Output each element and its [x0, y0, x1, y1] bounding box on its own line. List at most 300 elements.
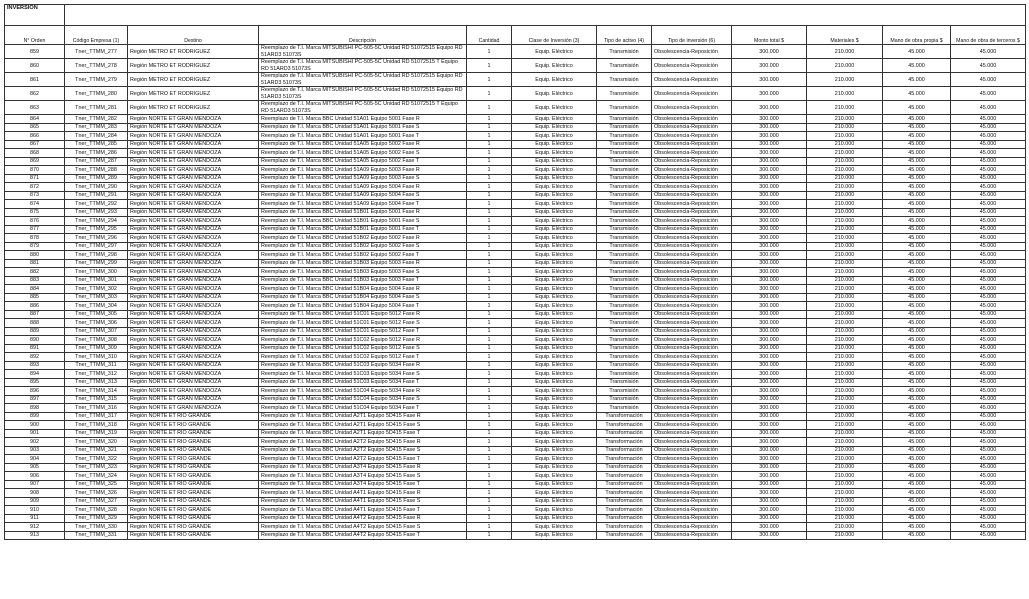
cell-asset-type: Transformación	[597, 523, 652, 532]
cell-investment-type: Obsolescencia-Reposición	[652, 45, 732, 59]
table-row	[5, 506, 1026, 515]
cell-investment-type: Obsolescencia-Reposición	[652, 73, 732, 87]
cell-destination: Región NORTE ET RIO GRANDE	[128, 438, 259, 447]
cell-quantity: 1	[467, 285, 512, 294]
cell-materials: 210.000	[807, 514, 883, 523]
cell-description: Reemplazo de T.I. Marca BBC Unidad 51C01 Equipo 5012 Fase T	[259, 327, 467, 336]
cell-investment-class: Equip. Eléctrico	[512, 285, 597, 294]
cell-investment-type: Obsolescencia-Reposición	[652, 361, 732, 370]
cell-total-amount: 300.000	[732, 242, 807, 251]
cell-destination: Región NORTE ET GRAN MENDOZA	[128, 319, 259, 328]
cell-total-amount: 300.000	[732, 429, 807, 438]
cell-investment-class: Equip. Eléctrico	[512, 387, 597, 396]
cell-total-amount: 300.000	[732, 455, 807, 464]
cell-company-code: Tner_TTMM_316	[65, 404, 128, 413]
cell-materials: 210.000	[807, 480, 883, 489]
cell-quantity: 1	[467, 463, 512, 472]
cell-investment-class: Equip. Eléctrico	[512, 157, 597, 166]
cell-destination: Región NORTE ET RIO GRANDE	[128, 429, 259, 438]
cell-investment-type: Obsolescencia-Reposición	[652, 506, 732, 515]
cell-total-amount: 300.000	[732, 200, 807, 209]
cell-company-code: Tner_TTMM_287	[65, 157, 128, 166]
cell-materials: 210.000	[807, 73, 883, 87]
cell-company-code: Tner_TTMM_293	[65, 208, 128, 217]
cell-investment-class: Equip. Eléctrico	[512, 310, 597, 319]
cell-third-party-labor: 45.000	[951, 531, 1026, 540]
cell-order: 865	[5, 123, 65, 132]
cell-investment-type: Obsolescencia-Reposición	[652, 191, 732, 200]
cell-asset-type: Transformación	[597, 472, 652, 481]
cell-investment-type: Obsolescencia-Reposición	[652, 276, 732, 285]
cell-investment-type: Obsolescencia-Reposición	[652, 336, 732, 345]
cell-third-party-labor: 45.000	[951, 101, 1026, 115]
cell-destination: Región METRO ET RODRIGUEZ	[128, 101, 259, 115]
cell-third-party-labor: 45.000	[951, 73, 1026, 87]
cell-investment-type: Obsolescencia-Reposición	[652, 455, 732, 464]
cell-quantity: 1	[467, 123, 512, 132]
cell-total-amount: 300.000	[732, 217, 807, 226]
cell-company-code: Tner_TTMM_283	[65, 123, 128, 132]
cell-investment-class: Equip. Eléctrico	[512, 378, 597, 387]
cell-company-code: Tner_TTMM_322	[65, 455, 128, 464]
cell-third-party-labor: 45.000	[951, 45, 1026, 59]
cell-description: Reemplazo de T.I. Marca BBC Unidad A2T2 Equipo 5D415 Fase T	[259, 455, 467, 464]
cell-quantity: 1	[467, 259, 512, 268]
cell-company-code: Tner_TTMM_301	[65, 276, 128, 285]
cell-investment-class: Equip. Eléctrico	[512, 225, 597, 234]
cell-investment-class: Equip. Eléctrico	[512, 200, 597, 209]
table-row	[5, 404, 1026, 413]
header-materials: Materiales $	[807, 26, 883, 45]
cell-own-labor: 45.000	[883, 514, 951, 523]
table-row	[5, 234, 1026, 243]
cell-investment-class: Equip. Eléctrico	[512, 353, 597, 362]
cell-company-code: Tner_TTMM_318	[65, 421, 128, 430]
cell-order: 873	[5, 191, 65, 200]
cell-investment-type: Obsolescencia-Reposición	[652, 59, 732, 73]
cell-description: Reemplazo de T.I. Marca MITSUBISHI PC-505-5C Unidad RD 51072515 Equipo RD 51ARD3 51073S	[259, 73, 467, 87]
cell-destination: Región NORTE ET GRAN MENDOZA	[128, 268, 259, 277]
cell-own-labor: 45.000	[883, 59, 951, 73]
cell-company-code: Tner_TTMM_317	[65, 412, 128, 421]
cell-destination: Región NORTE ET GRAN MENDOZA	[128, 200, 259, 209]
cell-description: Reemplazo de T.I. Marca BBC Unidad 51C03 Equipo 5034 Fase T	[259, 378, 467, 387]
cell-asset-type: Transmisión	[597, 87, 652, 101]
cell-order: 909	[5, 497, 65, 506]
cell-own-labor: 45.000	[883, 429, 951, 438]
cell-total-amount: 300.000	[732, 174, 807, 183]
cell-asset-type: Transformación	[597, 514, 652, 523]
table-row	[5, 361, 1026, 370]
cell-order: 902	[5, 438, 65, 447]
table-row	[5, 302, 1026, 311]
cell-investment-type: Obsolescencia-Reposición	[652, 319, 732, 328]
cell-description: Reemplazo de T.I. Marca BBC Unidad 51C01 Equipo 5012 Fase R	[259, 310, 467, 319]
cell-description: Reemplazo de T.I. Marca BBC Unidad 51A01 Equipo 5001 Fase T	[259, 132, 467, 141]
cell-third-party-labor: 45.000	[951, 523, 1026, 532]
cell-order: 866	[5, 132, 65, 141]
cell-description: Reemplazo de T.I. Marca BBC Unidad A2T1 Equipo 5D415 Fase T	[259, 429, 467, 438]
cell-asset-type: Transmisión	[597, 166, 652, 175]
cell-investment-class: Equip. Eléctrico	[512, 531, 597, 540]
cell-investment-type: Obsolescencia-Reposición	[652, 412, 732, 421]
cell-order: 901	[5, 429, 65, 438]
cell-description: Reemplazo de T.I. Marca BBC Unidad 51B04 Equipo 5004 Fase S	[259, 293, 467, 302]
cell-materials: 210.000	[807, 200, 883, 209]
cell-third-party-labor: 45.000	[951, 378, 1026, 387]
cell-description: Reemplazo de T.I. Marca BBC Unidad 51B02 Equipo 5002 Fase R	[259, 234, 467, 243]
cell-asset-type: Transmisión	[597, 115, 652, 124]
cell-description: Reemplazo de T.I. Marca BBC Unidad 51A09 Equipo 5003 Fase R	[259, 166, 467, 175]
cell-own-labor: 45.000	[883, 285, 951, 294]
cell-destination: Región NORTE ET GRAN MENDOZA	[128, 234, 259, 243]
cell-company-code: Tner_TTMM_309	[65, 344, 128, 353]
cell-third-party-labor: 45.000	[951, 361, 1026, 370]
table-row	[5, 446, 1026, 455]
table-row	[5, 463, 1026, 472]
cell-materials: 210.000	[807, 115, 883, 124]
table-row	[5, 174, 1026, 183]
cell-asset-type: Transmisión	[597, 370, 652, 379]
cell-own-labor: 45.000	[883, 268, 951, 277]
cell-investment-type: Obsolescencia-Reposición	[652, 480, 732, 489]
cell-quantity: 1	[467, 174, 512, 183]
cell-third-party-labor: 45.000	[951, 157, 1026, 166]
cell-destination: Región NORTE ET RIO GRANDE	[128, 480, 259, 489]
cell-investment-class: Equip. Eléctrico	[512, 327, 597, 336]
cell-third-party-labor: 45.000	[951, 395, 1026, 404]
cell-materials: 210.000	[807, 429, 883, 438]
cell-asset-type: Transmisión	[597, 319, 652, 328]
cell-total-amount: 300.000	[732, 421, 807, 430]
cell-destination: Región METRO ET RODRIGUEZ	[128, 59, 259, 73]
cell-description: Reemplazo de T.I. Marca BBC Unidad 51C03 Equipo 5034 Fase S	[259, 370, 467, 379]
table-row	[5, 225, 1026, 234]
cell-order: 871	[5, 174, 65, 183]
cell-order: 863	[5, 101, 65, 115]
cell-description: Reemplazo de T.I. Marca BBC Unidad 51C04 Equipo 5034 Fase R	[259, 387, 467, 396]
cell-quantity: 1	[467, 370, 512, 379]
cell-own-labor: 45.000	[883, 259, 951, 268]
cell-description: Reemplazo de T.I. Marca BBC Unidad 51A01 Equipo 5001 Fase S	[259, 123, 467, 132]
cell-investment-type: Obsolescencia-Reposición	[652, 531, 732, 540]
cell-investment-type: Obsolescencia-Reposición	[652, 489, 732, 498]
cell-third-party-labor: 45.000	[951, 370, 1026, 379]
cell-quantity: 1	[467, 395, 512, 404]
cell-total-amount: 300.000	[732, 412, 807, 421]
cell-description: Reemplazo de T.I. Marca BBC Unidad A4T2 Equipo 5D415 Fase R	[259, 514, 467, 523]
cell-asset-type: Transmisión	[597, 123, 652, 132]
cell-order: 907	[5, 480, 65, 489]
cell-total-amount: 300.000	[732, 191, 807, 200]
cell-own-labor: 45.000	[883, 353, 951, 362]
cell-description: Reemplazo de T.I. Marca BBC Unidad 51B03 Equipo 5003 Fase R	[259, 259, 467, 268]
cell-quantity: 1	[467, 378, 512, 387]
table-row	[5, 166, 1026, 175]
cell-order: 870	[5, 166, 65, 175]
cell-materials: 210.000	[807, 149, 883, 158]
cell-quantity: 1	[467, 242, 512, 251]
cell-investment-type: Obsolescencia-Reposición	[652, 497, 732, 506]
cell-investment-class: Equip. Eléctrico	[512, 523, 597, 532]
cell-investment-type: Obsolescencia-Reposición	[652, 174, 732, 183]
cell-destination: Región NORTE ET GRAN MENDOZA	[128, 132, 259, 141]
cell-quantity: 1	[467, 115, 512, 124]
cell-third-party-labor: 45.000	[951, 191, 1026, 200]
cell-total-amount: 300.000	[732, 319, 807, 328]
cell-investment-class: Equip. Eléctrico	[512, 149, 597, 158]
cell-investment-type: Obsolescencia-Reposición	[652, 259, 732, 268]
cell-destination: Región METRO ET RODRIGUEZ	[128, 87, 259, 101]
cell-investment-class: Equip. Eléctrico	[512, 395, 597, 404]
cell-own-labor: 45.000	[883, 242, 951, 251]
cell-order: 903	[5, 446, 65, 455]
cell-asset-type: Transmisión	[597, 183, 652, 192]
header-company-code: Código Empresa (1)	[65, 26, 128, 45]
cell-asset-type: Transmisión	[597, 259, 652, 268]
cell-quantity: 1	[467, 293, 512, 302]
cell-total-amount: 300.000	[732, 514, 807, 523]
cell-investment-type: Obsolescencia-Reposición	[652, 395, 732, 404]
cell-quantity: 1	[467, 497, 512, 506]
cell-investment-type: Obsolescencia-Reposición	[652, 200, 732, 209]
cell-third-party-labor: 45.000	[951, 353, 1026, 362]
cell-total-amount: 300.000	[732, 531, 807, 540]
cell-investment-class: Equip. Eléctrico	[512, 421, 597, 430]
cell-own-labor: 45.000	[883, 472, 951, 481]
cell-third-party-labor: 45.000	[951, 200, 1026, 209]
cell-description: Reemplazo de T.I. Marca BBC Unidad 51A05 Equipo 5002 Fase S	[259, 149, 467, 158]
cell-description: Reemplazo de T.I. Marca BBC Unidad 51B02 Equipo 5002 Fase T	[259, 251, 467, 260]
table-row	[5, 140, 1026, 149]
cell-investment-class: Equip. Eléctrico	[512, 115, 597, 124]
cell-third-party-labor: 45.000	[951, 140, 1026, 149]
table-row	[5, 59, 1026, 73]
cell-third-party-labor: 45.000	[951, 59, 1026, 73]
cell-company-code: Tner_TTMM_308	[65, 336, 128, 345]
cell-asset-type: Transmisión	[597, 285, 652, 294]
cell-third-party-labor: 45.000	[951, 149, 1026, 158]
cell-materials: 210.000	[807, 101, 883, 115]
cell-materials: 210.000	[807, 438, 883, 447]
table-row	[5, 251, 1026, 260]
cell-investment-type: Obsolescencia-Reposición	[652, 438, 732, 447]
cell-quantity: 1	[467, 140, 512, 149]
cell-destination: Región NORTE ET GRAN MENDOZA	[128, 183, 259, 192]
cell-investment-class: Equip. Eléctrico	[512, 506, 597, 515]
cell-own-labor: 45.000	[883, 404, 951, 413]
cell-own-labor: 45.000	[883, 378, 951, 387]
cell-quantity: 1	[467, 387, 512, 396]
cell-total-amount: 300.000	[732, 225, 807, 234]
cell-quantity: 1	[467, 480, 512, 489]
cell-company-code: Tner_TTMM_282	[65, 115, 128, 124]
cell-third-party-labor: 45.000	[951, 463, 1026, 472]
cell-total-amount: 300.000	[732, 387, 807, 396]
cell-asset-type: Transmisión	[597, 73, 652, 87]
header-investment-class: Clase de Inversión (3)	[512, 26, 597, 45]
cell-investment-class: Equip. Eléctrico	[512, 217, 597, 226]
cell-total-amount: 300.000	[732, 310, 807, 319]
cell-materials: 210.000	[807, 506, 883, 515]
cell-destination: Región NORTE ET RIO GRANDE	[128, 472, 259, 481]
cell-investment-type: Obsolescencia-Reposición	[652, 166, 732, 175]
investment-table	[4, 4, 1026, 540]
cell-third-party-labor: 45.000	[951, 438, 1026, 447]
cell-investment-class: Equip. Eléctrico	[512, 166, 597, 175]
cell-description: Reemplazo de T.I. Marca BBC Unidad 51B03 Equipo 5003 Fase T	[259, 276, 467, 285]
cell-description: Reemplazo de T.I. Marca BBC Unidad 51A01 Equipo 5001 Fase R	[259, 115, 467, 124]
cell-description: Reemplazo de T.I. Marca BBC Unidad 51C02 Equipo 5012 Fase T	[259, 353, 467, 362]
cell-investment-type: Obsolescencia-Reposición	[652, 101, 732, 115]
cell-own-labor: 45.000	[883, 191, 951, 200]
cell-company-code: Tner_TTMM_310	[65, 353, 128, 362]
cell-company-code: Tner_TTMM_329	[65, 514, 128, 523]
cell-investment-type: Obsolescencia-Reposición	[652, 217, 732, 226]
cell-materials: 210.000	[807, 157, 883, 166]
cell-investment-class: Equip. Eléctrico	[512, 293, 597, 302]
cell-destination: Región NORTE ET GRAN MENDOZA	[128, 157, 259, 166]
cell-asset-type: Transmisión	[597, 353, 652, 362]
cell-asset-type: Transmisión	[597, 404, 652, 413]
cell-investment-class: Equip. Eléctrico	[512, 361, 597, 370]
table-row	[5, 183, 1026, 192]
cell-investment-type: Obsolescencia-Reposición	[652, 208, 732, 217]
cell-quantity: 1	[467, 472, 512, 481]
cell-description: Reemplazo de T.I. Marca BBC Unidad 51A09 Equipo 5004 Fase S	[259, 191, 467, 200]
cell-company-code: Tner_TTMM_304	[65, 302, 128, 311]
cell-own-labor: 45.000	[883, 225, 951, 234]
cell-quantity: 1	[467, 217, 512, 226]
cell-quantity: 1	[467, 514, 512, 523]
cell-materials: 210.000	[807, 140, 883, 149]
cell-company-code: Tner_TTMM_305	[65, 310, 128, 319]
cell-order: 890	[5, 336, 65, 345]
cell-investment-type: Obsolescencia-Reposición	[652, 446, 732, 455]
cell-order: 880	[5, 251, 65, 260]
cell-total-amount: 300.000	[732, 395, 807, 404]
cell-own-labor: 45.000	[883, 370, 951, 379]
cell-third-party-labor: 45.000	[951, 183, 1026, 192]
table-row	[5, 123, 1026, 132]
cell-order: 888	[5, 319, 65, 328]
cell-company-code: Tner_TTMM_300	[65, 268, 128, 277]
cell-order: 878	[5, 234, 65, 243]
cell-destination: Región NORTE ET RIO GRANDE	[128, 489, 259, 498]
cell-own-labor: 45.000	[883, 101, 951, 115]
cell-total-amount: 300.000	[732, 506, 807, 515]
cell-description: Reemplazo de T.I. Marca BBC Unidad A3T4 Equipo 5D415 Fase S	[259, 472, 467, 481]
cell-total-amount: 300.000	[732, 140, 807, 149]
cell-total-amount: 300.000	[732, 87, 807, 101]
cell-company-code: Tner_TTMM_306	[65, 319, 128, 328]
cell-total-amount: 300.000	[732, 446, 807, 455]
cell-asset-type: Transmisión	[597, 293, 652, 302]
cell-investment-type: Obsolescencia-Reposición	[652, 234, 732, 243]
cell-quantity: 1	[467, 344, 512, 353]
table-row	[5, 327, 1026, 336]
cell-materials: 210.000	[807, 523, 883, 532]
cell-own-labor: 45.000	[883, 480, 951, 489]
cell-materials: 210.000	[807, 87, 883, 101]
cell-investment-type: Obsolescencia-Reposición	[652, 344, 732, 353]
cell-quantity: 1	[467, 421, 512, 430]
cell-investment-type: Obsolescencia-Reposición	[652, 378, 732, 387]
cell-materials: 210.000	[807, 166, 883, 175]
cell-own-labor: 45.000	[883, 123, 951, 132]
cell-company-code: Tner_TTMM_278	[65, 59, 128, 73]
cell-company-code: Tner_TTMM_281	[65, 101, 128, 115]
cell-quantity: 1	[467, 531, 512, 540]
table-row	[5, 480, 1026, 489]
table-row	[5, 157, 1026, 166]
cell-asset-type: Transformación	[597, 455, 652, 464]
cell-destination: Región NORTE ET GRAN MENDOZA	[128, 217, 259, 226]
cell-description: Reemplazo de T.I. Marca BBC Unidad 51C03 Equipo 5034 Fase R	[259, 361, 467, 370]
cell-company-code: Tner_TTMM_299	[65, 259, 128, 268]
cell-third-party-labor: 45.000	[951, 234, 1026, 243]
cell-materials: 210.000	[807, 234, 883, 243]
cell-materials: 210.000	[807, 378, 883, 387]
cell-order: 885	[5, 293, 65, 302]
cell-third-party-labor: 45.000	[951, 514, 1026, 523]
cell-total-amount: 300.000	[732, 123, 807, 132]
cell-company-code: Tner_TTMM_325	[65, 480, 128, 489]
cell-order: 905	[5, 463, 65, 472]
cell-total-amount: 300.000	[732, 438, 807, 447]
cell-destination: Región NORTE ET RIO GRANDE	[128, 412, 259, 421]
table-row	[5, 132, 1026, 141]
cell-investment-type: Obsolescencia-Reposición	[652, 302, 732, 311]
cell-company-code: Tner_TTMM_326	[65, 489, 128, 498]
table-row	[5, 387, 1026, 396]
cell-destination: Región NORTE ET GRAN MENDOZA	[128, 276, 259, 285]
cell-destination: Región NORTE ET GRAN MENDOZA	[128, 395, 259, 404]
cell-third-party-labor: 45.000	[951, 285, 1026, 294]
cell-investment-class: Equip. Eléctrico	[512, 208, 597, 217]
cell-quantity: 1	[467, 327, 512, 336]
cell-third-party-labor: 45.000	[951, 251, 1026, 260]
cell-total-amount: 300.000	[732, 268, 807, 277]
cell-quantity: 1	[467, 191, 512, 200]
cell-order: 912	[5, 523, 65, 532]
cell-materials: 210.000	[807, 344, 883, 353]
cell-total-amount: 300.000	[732, 523, 807, 532]
cell-order: 894	[5, 370, 65, 379]
header-third-party-labor: Mano de obra de terceros $	[951, 26, 1026, 45]
cell-total-amount: 300.000	[732, 251, 807, 260]
cell-order: 859	[5, 45, 65, 59]
cell-asset-type: Transformación	[597, 421, 652, 430]
cell-destination: Región NORTE ET GRAN MENDOZA	[128, 310, 259, 319]
cell-materials: 210.000	[807, 497, 883, 506]
cell-own-labor: 45.000	[883, 395, 951, 404]
table-row	[5, 523, 1026, 532]
cell-description: Reemplazo de T.I. Marca BBC Unidad A4T1 Equipo 5D415 Fase T	[259, 506, 467, 515]
cell-own-labor: 45.000	[883, 302, 951, 311]
cell-quantity: 1	[467, 336, 512, 345]
cell-investment-type: Obsolescencia-Reposición	[652, 132, 732, 141]
cell-investment-class: Equip. Eléctrico	[512, 101, 597, 115]
cell-description: Reemplazo de T.I. Marca BBC Unidad 51B01 Equipo 5001 Fase T	[259, 225, 467, 234]
cell-own-labor: 45.000	[883, 463, 951, 472]
cell-destination: Región NORTE ET RIO GRANDE	[128, 497, 259, 506]
cell-company-code: Tner_TTMM_330	[65, 523, 128, 532]
header-investment-type: Tipo de inversión (6)	[652, 26, 732, 45]
cell-own-labor: 45.000	[883, 319, 951, 328]
cell-quantity: 1	[467, 361, 512, 370]
cell-investment-class: Equip. Eléctrico	[512, 302, 597, 311]
